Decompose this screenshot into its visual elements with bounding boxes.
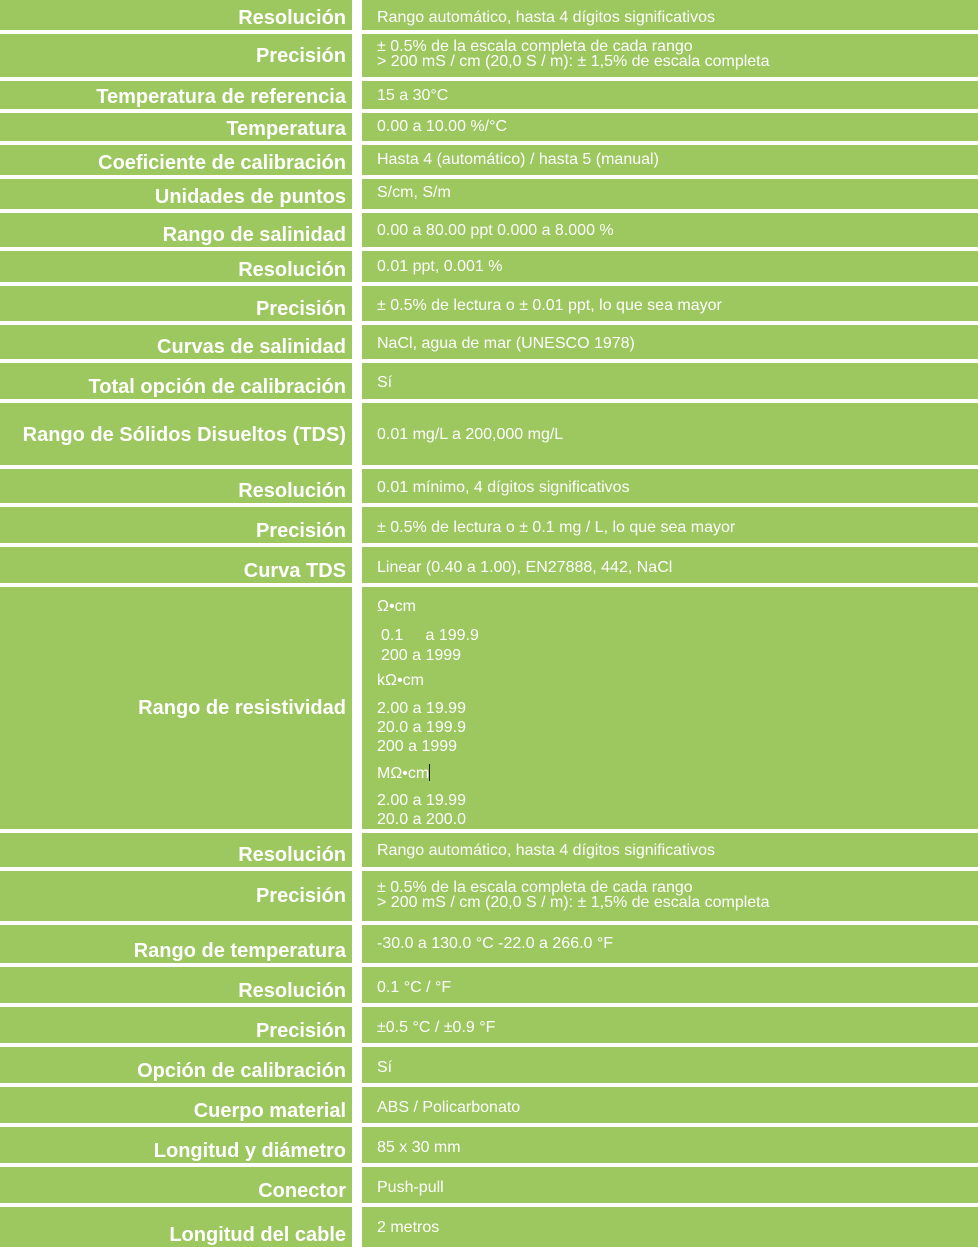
spec-value: 0.01 ppt, 0.001 % — [362, 251, 978, 282]
spec-label: Unidades de puntos — [0, 179, 352, 209]
spec-label: Conector — [0, 1167, 352, 1203]
spec-row — [0, 213, 978, 251]
spec-value: Linear (0.40 a 1.00), EN27888, 442, NaCl — [362, 547, 978, 583]
spec-row — [0, 403, 978, 469]
spec-label: Precisión — [0, 507, 352, 543]
spec-row — [0, 967, 978, 1007]
spec-row — [0, 0, 978, 34]
spec-label: Cuerpo material — [0, 1087, 352, 1123]
spec-value: 0.01 mg/L a 200,000 mg/L — [362, 403, 978, 465]
spec-row — [0, 1167, 978, 1207]
spec-label: Curvas de salinidad — [0, 325, 352, 359]
spec-label: Opción de calibración — [0, 1047, 352, 1083]
spec-row — [0, 251, 978, 286]
spec-value: 0.1 °C / °F — [362, 967, 978, 1003]
spec-row — [0, 325, 978, 363]
spec-row — [0, 34, 978, 81]
spec-label: Resolución — [0, 967, 352, 1003]
spec-value: ± 0.5% de la escala completa de cada rango > 200 mS / cm (20,0 S / m): ± 1,5% de escala completa — [362, 34, 978, 77]
spec-row — [0, 145, 978, 179]
spec-row — [0, 547, 978, 587]
spec-label: Coeficiente de calibración — [0, 145, 352, 175]
spec-label: Precisión — [0, 34, 352, 77]
spec-value: ± 0.5% de lectura o ± 0.01 ppt, lo que sea mayor — [362, 286, 978, 321]
spec-label: Rango de Sólidos Disueltos (TDS) — [0, 403, 352, 465]
spec-label: Resolución — [0, 833, 352, 867]
spec-value: Rango automático, hasta 4 dígitos significativos — [362, 0, 978, 30]
unit-mohm: MΩ•cm — [377, 765, 430, 782]
spec-label: Rango de salinidad — [0, 213, 352, 247]
spec-label: Curva TDS — [0, 547, 352, 583]
spec-value: ABS / Policarbonato — [362, 1087, 978, 1123]
spec-value: 2 metros — [362, 1207, 978, 1247]
spec-row — [0, 81, 978, 113]
spec-value: ± 0.5% de lectura o ± 0.1 mg / L, lo que sea mayor — [362, 507, 978, 543]
spec-row — [0, 179, 978, 213]
spec-label: Precisión — [0, 286, 352, 321]
unit-kohm: kΩ•cm — [377, 672, 424, 689]
spec-value: 85 x 30 mm — [362, 1127, 978, 1163]
spec-row — [0, 469, 978, 507]
spec-value: 0.01 mínimo, 4 dígitos significativos — [362, 469, 978, 503]
spec-label: Resolución — [0, 251, 352, 282]
spec-row — [0, 1127, 978, 1167]
spec-value: Push-pull — [362, 1167, 978, 1203]
spec-row — [0, 286, 978, 325]
spec-value: Hasta 4 (automático) / hasta 5 (manual) — [362, 145, 978, 175]
spec-value: ± 0.5% de la escala completa de cada rango > 200 mS / cm (20,0 S / m): ± 1,5% de escala completa — [362, 871, 978, 921]
spec-value: 15 a 30°C — [362, 81, 978, 109]
spec-label: Precisión — [0, 871, 352, 921]
spec-value-resistivity: Ω•cm 0.1 a 199.9 200 a 1999 kΩ•cm 2.00 a 19.99 20.0 a 199.9 200 a 1999 MΩ•cm 2.00 a 19.99 20.0 a 200.0 — [362, 587, 978, 829]
spec-row — [0, 507, 978, 547]
spec-value: S/cm, S/m — [362, 179, 978, 209]
spec-value: Sí — [362, 1047, 978, 1083]
spec-row — [0, 925, 978, 967]
spec-value: Sí — [362, 363, 978, 399]
spec-value: 0.00 a 10.00 %/°C — [362, 113, 978, 141]
spec-label: Temperatura — [0, 113, 352, 141]
spec-label: Longitud del cable — [0, 1207, 352, 1247]
spec-row — [0, 1047, 978, 1087]
spec-value: -30.0 a 130.0 °C -22.0 a 266.0 °F — [362, 925, 978, 963]
spec-label: Resolución — [0, 469, 352, 503]
spec-row — [0, 1087, 978, 1127]
spec-label: Temperatura de referencia — [0, 81, 352, 109]
spec-row — [0, 363, 978, 403]
spec-label: Resolución — [0, 0, 352, 30]
spec-row — [0, 113, 978, 145]
spec-value: 0.00 a 80.00 ppt 0.000 a 8.000 % — [362, 213, 978, 247]
spec-value: Rango automático, hasta 4 dígitos significativos — [362, 833, 978, 867]
spec-row — [0, 1007, 978, 1047]
spec-label: Total opción de calibración — [0, 363, 352, 399]
spec-label: Rango de resistividad — [0, 587, 352, 829]
spec-row — [0, 871, 978, 925]
spec-value: NaCl, agua de mar (UNESCO 1978) — [362, 325, 978, 359]
spec-value: ±0.5 °C / ±0.9 °F — [362, 1007, 978, 1043]
text-cursor — [429, 764, 430, 781]
spec-row-resistivity — [0, 587, 978, 833]
spec-row — [0, 1207, 978, 1247]
unit-ohm: Ω•cm — [377, 598, 416, 615]
spec-label: Longitud y diámetro — [0, 1127, 352, 1163]
spec-row — [0, 833, 978, 871]
spec-label: Precisión — [0, 1007, 352, 1043]
spec-label: Rango de temperatura — [0, 925, 352, 963]
